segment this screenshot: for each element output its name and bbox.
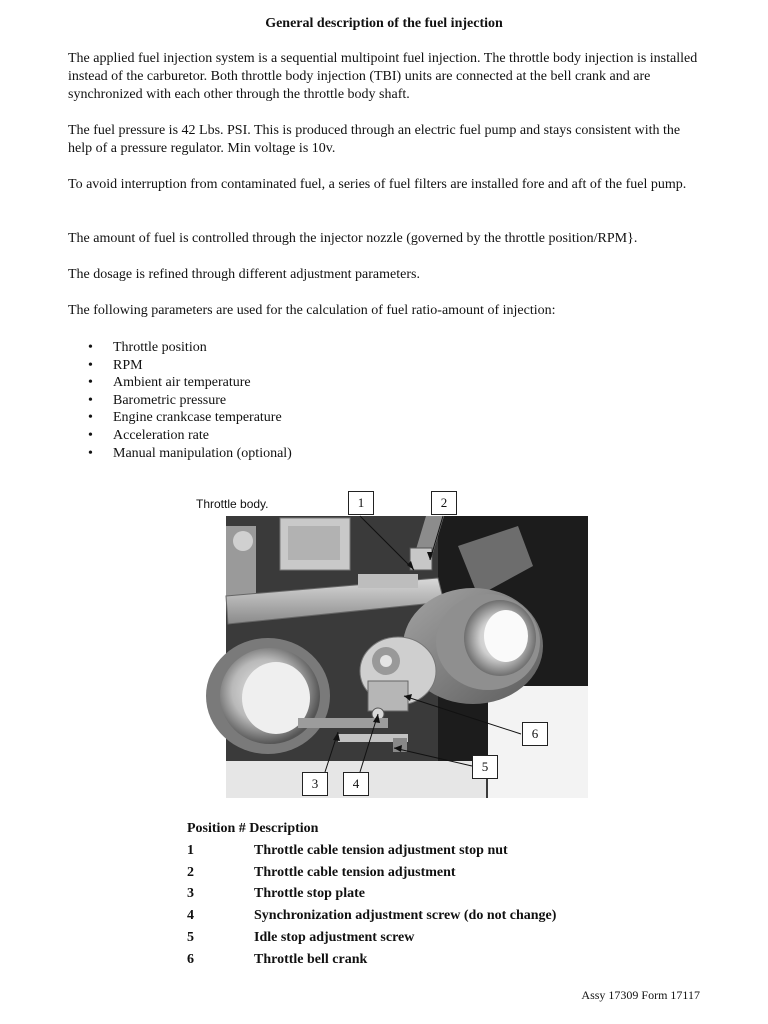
- paragraph-parameters-intro: The following parameters are used for the calculation of fuel ratio-amount of injection:: [68, 303, 556, 318]
- list-item: • Throttle position: [68, 339, 292, 357]
- legend-description: Synchronization adjustment screw (do not change): [254, 908, 557, 924]
- paragraph-injector-control: The amount of fuel is controlled through the injector nozzle (governed by the throttle position/RPM}.: [68, 231, 638, 246]
- legend-position: 4: [187, 908, 194, 924]
- paragraph-dosage: The dosage is refined through different adjustment parameters.: [68, 267, 420, 282]
- paragraph-fuel-pressure: The fuel pressure is 42 Lbs. PSI. This is produced through an electric fuel pump and stays consistent with the help of a pressure regulator. Min voltage is 10v.: [68, 123, 681, 156]
- legend-position: 6: [187, 951, 194, 967]
- callout-6: 6: [522, 722, 548, 746]
- throttle-body-photo: [188, 486, 588, 798]
- paragraph-system-overview: The applied fuel injection system is a sequential multipoint fuel injection. The throttle body injection is installed instead of the carburetor. Both throttle body injection (TBI) units are connected at the bell crank and are synchronized with each other through the throttle body shaft.: [68, 51, 698, 102]
- legend-description: Throttle bell crank: [254, 951, 368, 967]
- table-row: [187, 840, 556, 862]
- table-row: [187, 862, 556, 884]
- paragraph-fuel-filters: To avoid interruption from contaminated fuel, a series of fuel filters are installed fore and aft of the fuel pump.: [68, 177, 687, 192]
- legend-description: Throttle cable tension adjustment stop nut: [254, 842, 508, 858]
- list-item: • Barometric pressure: [68, 392, 292, 410]
- position-legend: [187, 818, 556, 971]
- list-item: • Acceleration rate: [68, 427, 292, 445]
- legend-header: [187, 818, 556, 840]
- callout-4: 4: [343, 772, 369, 796]
- list-item: • Engine crankcase temperature: [68, 409, 292, 427]
- table-row: [187, 927, 556, 949]
- document-title: General description of the fuel injection: [265, 16, 503, 31]
- legend-position: 3: [187, 886, 194, 902]
- table-row: [187, 905, 556, 927]
- table-row: [187, 883, 556, 905]
- list-item: • Manual manipulation (optional): [68, 445, 292, 463]
- callout-5: 5: [472, 755, 498, 779]
- legend-header-description: Description: [249, 821, 319, 836]
- legend-position: 2: [187, 864, 194, 880]
- legend-header-position: Position #: [187, 821, 246, 836]
- legend-position: 1: [187, 842, 194, 858]
- form-number-footer: Assy 17309 Form 17117: [581, 988, 700, 1002]
- table-row: [187, 949, 556, 971]
- legend-position: 5: [187, 929, 194, 945]
- figure-caption: Throttle body.: [196, 497, 269, 511]
- legend-description: Throttle stop plate: [254, 886, 365, 902]
- callout-1: 1: [348, 491, 374, 515]
- list-item: • Ambient air temperature: [68, 374, 292, 392]
- callout-3: 3: [302, 772, 328, 796]
- legend-description: Idle stop adjustment screw: [254, 929, 415, 945]
- list-item: • RPM: [68, 357, 292, 375]
- legend-description: Throttle cable tension adjustment: [254, 864, 456, 880]
- parameter-list: [68, 339, 292, 462]
- callout-2: 2: [431, 491, 457, 515]
